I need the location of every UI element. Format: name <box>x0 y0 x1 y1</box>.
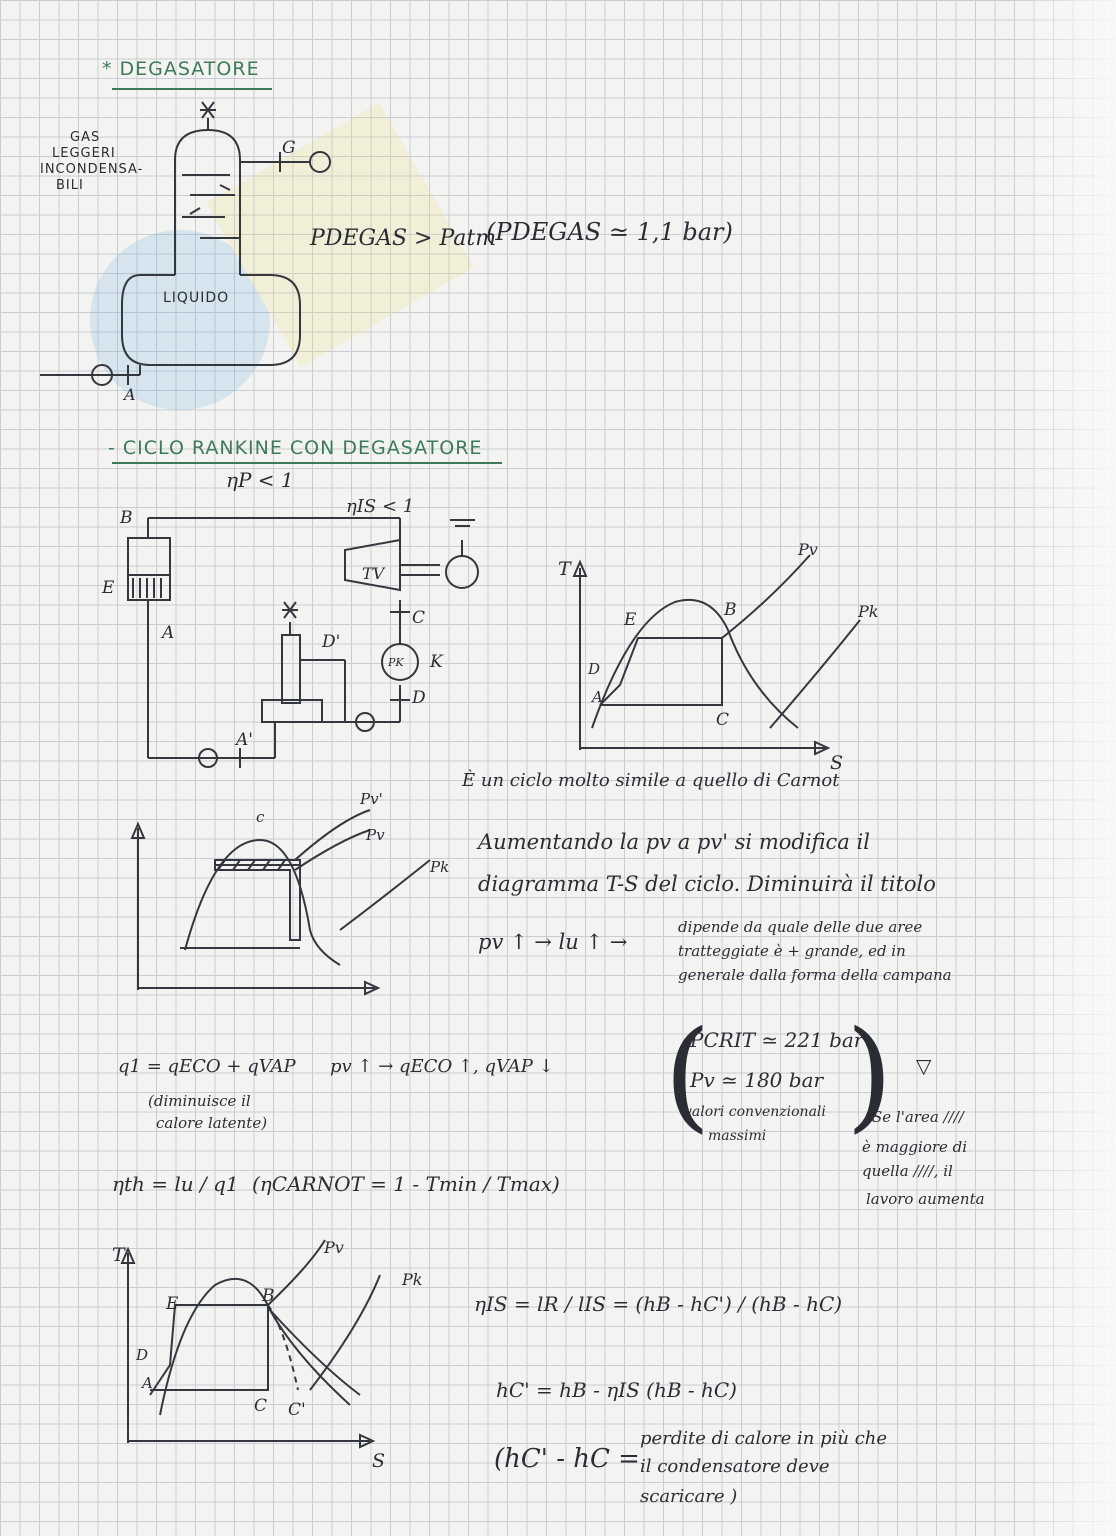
gas-label-2: LEGGERI <box>52 146 116 161</box>
ts-diagram-rankine <box>570 560 840 760</box>
conventional-max: massimi <box>708 1128 767 1144</box>
label-turbine: TV <box>362 564 385 583</box>
eta-p: ηP < 1 <box>226 468 294 492</box>
ts2-e-label: E <box>166 1294 179 1314</box>
pv-effect-line1: Aumentando la pv a pv' si modifica il <box>478 830 870 854</box>
ts2-pk-label: Pk <box>402 1270 423 1289</box>
label-condenser: PK <box>388 656 404 669</box>
gas-label-3: INCONDENSA- <box>40 162 144 177</box>
heat-trend: pv ↑ → qECO ↑, qVAP ↓ <box>330 1056 554 1077</box>
loss-line1: perdite di calore in più che <box>640 1428 888 1449</box>
ts2-s-label: S <box>372 1450 386 1472</box>
pv-effect-depends2: tratteggiate è + grande, ed in <box>678 942 906 960</box>
pv-effect-line2: diagramma T-S del ciclo. Diminuirà il titolo <box>478 872 936 896</box>
ts2-d-label: D <box>136 1346 149 1364</box>
pv-prime-label: Pv' <box>360 790 383 808</box>
next-page-edge <box>1006 0 1116 1536</box>
area-note1: Se l'area //// <box>872 1108 964 1126</box>
ts-diagram-isentropic <box>120 1245 390 1455</box>
pv-pk-label: Pk <box>430 858 450 876</box>
area-note2: è maggiore di <box>862 1138 968 1156</box>
pv-effect-depends3: generale dalla forma della campana <box>678 966 952 984</box>
ts2-c-label: C <box>254 1396 268 1416</box>
pressure-relation: PDEGAS > Patm <box>310 226 497 251</box>
ts1-b-label: B <box>724 600 737 620</box>
ts1-pk-label: Pk <box>858 602 879 621</box>
ts1-c-label: C <box>716 710 730 730</box>
label-d-prime: D' <box>322 632 341 652</box>
ts2-b-label: B <box>262 1286 275 1306</box>
liquid-label: LIQUIDO <box>163 290 230 306</box>
ts1-t-label: T <box>558 558 571 580</box>
area-note3: quella ////, il <box>862 1162 953 1180</box>
pv-max-value: Pv ≃ 180 bar <box>690 1068 824 1092</box>
label-e: E <box>102 578 115 598</box>
area-note4: lavoro aumenta <box>866 1190 985 1208</box>
eta-th: ηth = lu / q1 <box>112 1172 239 1196</box>
pv-effect-relation: pv ↑ → lu ↑ → <box>478 930 628 954</box>
pv-effect-depends1: dipende da quale delle due aree <box>678 918 923 936</box>
carnot-note: È un ciclo molto simile a quello di Carnot <box>462 770 840 791</box>
degasatore-point-g: G <box>282 138 296 158</box>
gas-label-4: BILI <box>56 178 84 193</box>
ts2-pv-label: Pv <box>324 1238 344 1257</box>
heat-eq: q1 = qECO + qVAP <box>118 1056 296 1077</box>
ts1-a-label: A <box>592 688 603 706</box>
loss-expression: (hC' - hC = <box>494 1444 640 1474</box>
degasatore-title: * DEGASATORE <box>102 58 260 80</box>
ts1-pv-label: Pv <box>798 540 818 559</box>
ciclo-title: - CICLO RANKINE CON DEGASATORE <box>108 437 483 459</box>
pressure-value: (PDEGAS ≃ 1,1 bar) <box>486 218 733 246</box>
ts1-s-label: S <box>830 752 844 774</box>
label-c: C <box>412 608 426 628</box>
ts2-a-label: A <box>142 1374 153 1392</box>
gas-label-1: GAS <box>70 130 101 145</box>
ts2-c-prime-label: C' <box>288 1400 306 1420</box>
heat-note2: calore latente) <box>156 1114 268 1132</box>
heat-note1: (diminuisce il <box>148 1092 251 1110</box>
pcrit-value: PCRIT ≃ 221 bar <box>690 1028 864 1052</box>
loss-line2: il condensatore deve <box>640 1456 830 1477</box>
pv-c-label: c <box>256 808 265 826</box>
eta-carnot: (ηCARNOT = 1 - Tmin / Tmax) <box>252 1172 560 1196</box>
label-b: B <box>120 508 133 528</box>
area-arrow: ▽ <box>916 1054 932 1078</box>
degasatore-point-a: A <box>124 385 136 404</box>
ciclo-title-underline <box>112 462 502 464</box>
conventional-values: valori convenzionali <box>684 1104 826 1120</box>
pv-pv-label: Pv <box>366 826 385 844</box>
pcrit-bracket-right: ) <box>846 1006 893 1145</box>
hc-prime-formula: hC' = hB - ηIS (hB - hC) <box>496 1378 737 1402</box>
label-k: K <box>430 652 443 672</box>
label-a-prime: A' <box>236 730 253 750</box>
label-d: D <box>412 688 426 708</box>
ts1-e-label: E <box>624 610 637 630</box>
loss-line3: scaricare ) <box>640 1486 738 1507</box>
pcrit-bracket-left: ( <box>664 1006 711 1145</box>
ts-diagram-pv-effect <box>130 820 390 1000</box>
ts2-t-label: T <box>112 1244 125 1266</box>
eta-is: ηIS < 1 <box>346 496 415 517</box>
label-a: A <box>162 623 175 643</box>
eta-is-formula: ηIS = lR / lIS = (hB - hC') / (hB - hC) <box>474 1292 843 1316</box>
ts1-d-label: D <box>588 660 601 678</box>
